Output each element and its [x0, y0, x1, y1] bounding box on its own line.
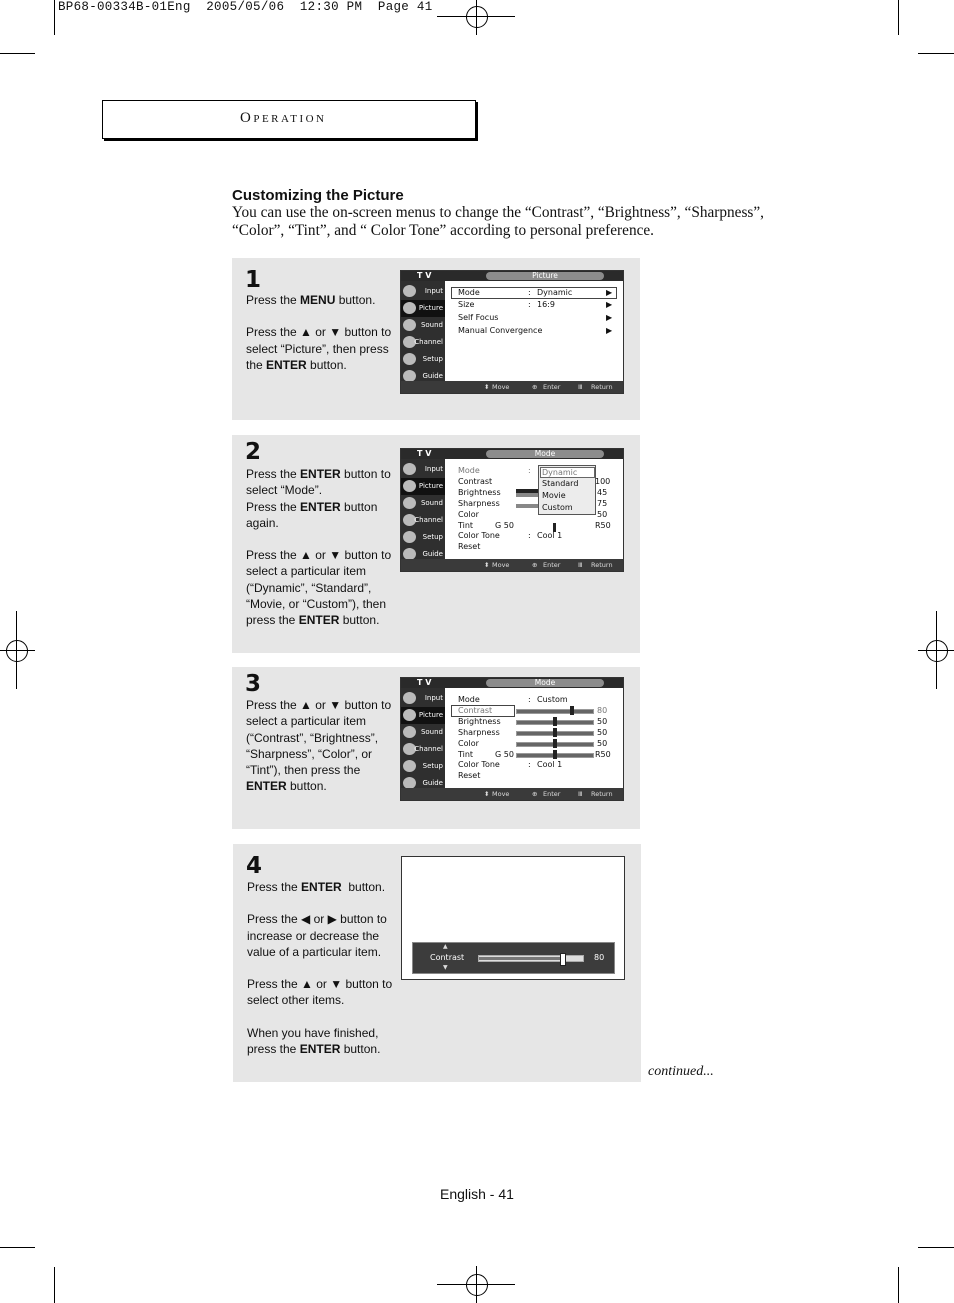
arrow-right-icon: ▶	[606, 313, 613, 322]
crop-mark	[0, 53, 35, 54]
move-icon: ⬍	[484, 383, 490, 391]
contrast-adjust-bar	[412, 942, 615, 974]
slug-line: BP68-00334B-01Eng 2005/05/06 12:30 PM Page 41	[58, 0, 433, 14]
crop-mark	[0, 1247, 35, 1248]
picture-icon	[403, 480, 416, 492]
enter-icon: ⊕	[532, 561, 538, 569]
crop-mark	[898, 0, 899, 35]
move-icon: ⬍	[484, 790, 490, 798]
section-title: Operation	[240, 110, 327, 126]
adjust-label: Contrast	[430, 953, 465, 962]
enter-icon: ⊕	[532, 383, 538, 391]
adjust-value: 80	[594, 953, 605, 962]
arrow-down-icon: ▼	[443, 964, 448, 971]
step-number: 1	[245, 267, 262, 293]
crop-mark	[54, 0, 55, 35]
sound-icon	[403, 726, 416, 738]
page-heading: Customizing the Picture	[232, 187, 404, 204]
crop-mark	[918, 1247, 954, 1248]
setup-icon	[403, 531, 416, 543]
section-title-box	[102, 100, 476, 139]
input-icon	[403, 692, 416, 704]
step-number: 4	[246, 853, 263, 879]
return-icon: Ⅲ	[578, 561, 583, 569]
intro-paragraph: You can use the on-screen menus to change the “Contrast”, “Brightness”, “Sharpness”, “Color”, “Tint”, and “ Color Tone” according to personal preference.	[232, 204, 764, 239]
crop-mark	[918, 53, 954, 54]
input-icon	[403, 463, 416, 475]
tv-screen-4	[401, 856, 625, 980]
return-icon: Ⅲ	[578, 383, 583, 391]
continued-note: continued...	[648, 1064, 714, 1079]
crop-mark	[54, 1267, 55, 1303]
step-number: 3	[245, 671, 262, 697]
contrast-slider-track	[478, 955, 584, 962]
crop-mark	[898, 1267, 899, 1303]
step-4-text: Press the ENTER button. Press the ◀ or ▶ button to increase or decrease the value of a particular item. Press the ▲ or ▼ button to select other items. When you have finished, press the ENTER button.	[247, 880, 393, 1057]
setup-icon	[403, 353, 416, 365]
step-2-text: Press the ENTER button to select “Mode”. Press the ENTER button again. Press the ▲ or ▼ button to select a particular item (“Dynamic”, “Standard”, “Movie, or “Custom”), then press the ENTER button.	[246, 467, 392, 628]
sound-icon	[403, 497, 416, 509]
sound-icon	[403, 319, 416, 331]
page-footer: English - 41	[440, 1186, 514, 1202]
arrow-right-icon: ▶	[606, 300, 613, 309]
step-3-text: Press the ▲ or ▼ button to select a particular item (“Contrast”, “Brightness”, “Sharpness”, “Color”, or “Tint”), then press the ENTER button.	[246, 698, 392, 794]
step-number: 2	[245, 439, 262, 465]
mode-dropdown: Dynamic Standard Movie Custom	[538, 465, 596, 515]
step-1-text: Press the MENU button. Press the ▲ or ▼ button to select “Picture”, then press the ENTER button.	[246, 293, 392, 372]
enter-icon: ⊕	[532, 790, 538, 798]
move-icon: ⬍	[484, 561, 490, 569]
picture-icon	[403, 302, 416, 314]
tv-screen-2: T V Mode Input Picture Sound Channel Setup Guide Mode Contrast Brightness Sharpness Color Tint Color Tone Reset : G 50 R50 : Cool 1 Dynamic Standard Movie Custom 100 45 75 50 ⬍ Move ⊕ Enter Ⅲ Return	[400, 448, 624, 572]
arrow-right-icon: ▶	[606, 288, 613, 297]
tv-screen-3: T V Mode Input Picture Sound Channel Setup Guide Mode Contrast Brightness Sharpness Color Tint Color Tone Reset : Custom 80 50 50 50 G 50 R50 : Cool 1 ⬍ Move ⊕ Enter Ⅲ Return	[400, 677, 624, 801]
osd-sidebar: Input Picture Sound Channel Setup Guide	[401, 281, 445, 383]
osd-bottom-bar: ⬍ Move ⊕ Enter Ⅲ Return	[401, 381, 623, 393]
tv-screen-1: T V Picture Input Picture Sound Channel Setup Guide Mode : Dynamic ▶ Size : 16:9 ▶ Self Focus ▶ Manual Convergence ▶ ⬍ Move ⊕ Enter Ⅲ Return	[400, 270, 624, 394]
arrow-up-icon: ▲	[443, 943, 448, 950]
arrow-right-icon: ▶	[606, 326, 613, 335]
input-icon	[403, 285, 416, 297]
setup-icon	[403, 760, 416, 772]
picture-icon	[403, 709, 416, 721]
contrast-slider-knob	[560, 953, 566, 966]
return-icon: Ⅲ	[578, 790, 583, 798]
